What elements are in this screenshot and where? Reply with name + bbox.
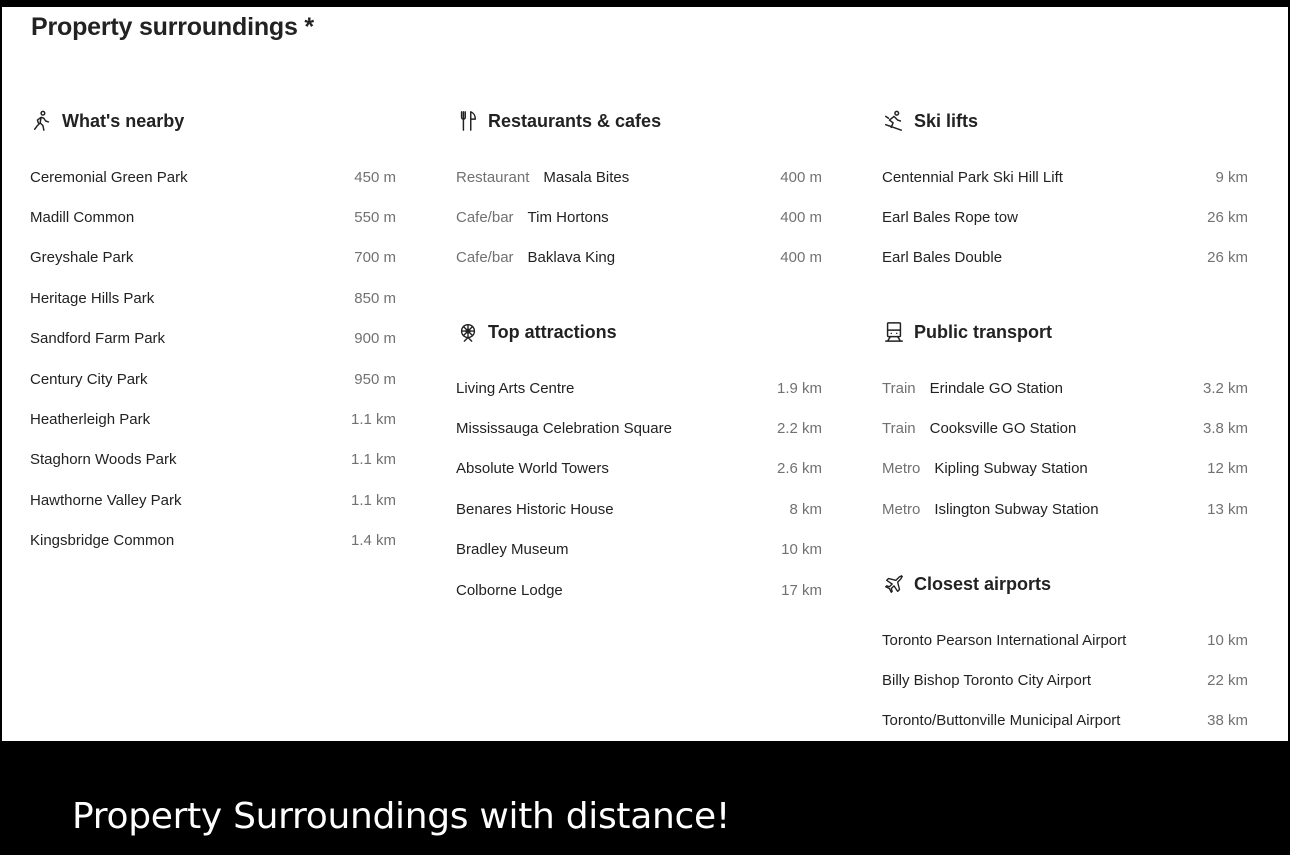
place-type: Restaurant (456, 168, 530, 186)
place-distance: 38 km (1207, 712, 1248, 730)
list-item (30, 521, 396, 561)
list-item (30, 359, 396, 399)
place-name: Staghorn Woods Park (30, 451, 177, 469)
section-title: Ski lifts (914, 110, 979, 131)
place-distance: 26 km (1207, 249, 1248, 267)
section-restaurants-cafes (456, 107, 822, 267)
section-top-attractions (456, 318, 822, 599)
place-name: Kipling Subway Station (934, 460, 1088, 478)
place-distance: 2.6 km (776, 460, 822, 478)
list-item (456, 238, 822, 278)
place-name: Sandford Farm Park (30, 330, 166, 348)
place-distance: 900 m (354, 330, 396, 348)
section-header (30, 107, 396, 135)
place-info (456, 501, 614, 518)
list-item (882, 157, 1248, 197)
place-info (30, 371, 148, 388)
list-item (30, 440, 396, 480)
place-info (882, 460, 1088, 477)
place-info (30, 532, 174, 549)
list-item (882, 489, 1248, 529)
section-whats-nearby (30, 107, 396, 550)
place-name: Madill Common (30, 209, 135, 227)
place-info (882, 249, 1002, 266)
section-header (456, 107, 822, 135)
place-info (456, 420, 672, 437)
section-closest-airports (882, 570, 1248, 730)
place-name: Erindale GO Station (929, 379, 1064, 397)
place-name: Kingsbridge Common (30, 532, 175, 550)
place-distance: 17 km (781, 581, 822, 599)
list-item (456, 489, 822, 529)
walking-person-icon (30, 109, 54, 133)
place-type: Cafe/bar (456, 209, 514, 227)
place-name: Earl Bales Rope tow (882, 209, 1018, 227)
place-distance: 3.8 km (1202, 420, 1248, 438)
place-name: Bradley Museum (456, 541, 569, 559)
list-item (30, 238, 396, 278)
place-name: Ceremonial Green Park (30, 168, 188, 186)
place-name: Masala Bites (543, 168, 630, 186)
fork-knife-icon (456, 109, 480, 133)
place-distance: 13 km (1207, 500, 1248, 518)
place-distance: 26 km (1207, 209, 1248, 227)
list-item (882, 197, 1248, 237)
place-distance: 10 km (1207, 631, 1248, 649)
place-distance: 1.4 km (350, 532, 396, 550)
place-info (30, 492, 181, 509)
place-name: Earl Bales Double (882, 249, 1003, 267)
train-icon (882, 320, 906, 344)
place-info (30, 290, 154, 307)
section-title: Public transport (914, 321, 1053, 342)
place-info (30, 209, 134, 226)
place-info (456, 249, 615, 266)
list-item (456, 570, 822, 610)
place-name: Living Arts Centre (456, 379, 575, 397)
property-surroundings-panel (2, 7, 1288, 741)
place-distance: 12 km (1207, 460, 1248, 478)
restaurants-list (456, 157, 822, 278)
place-distance: 1.1 km (350, 411, 396, 429)
place-distance: 8 km (789, 500, 822, 518)
list-item (456, 408, 822, 448)
caption-text: Property Surroundings with distance! (72, 796, 730, 837)
place-info (882, 712, 1120, 729)
place-info (30, 249, 133, 266)
place-info (30, 169, 188, 186)
list-item (30, 278, 396, 318)
list-item (882, 701, 1248, 741)
skier-icon (882, 109, 906, 133)
list-item (30, 197, 396, 237)
place-distance: 400 m (780, 209, 822, 227)
place-distance: 700 m (354, 249, 396, 267)
place-distance: 2.2 km (776, 420, 822, 438)
section-title: Top attractions (488, 321, 617, 342)
place-name: Century City Park (30, 370, 148, 388)
list-item (456, 449, 822, 489)
place-info (882, 169, 1063, 186)
section-title: Closest airports (914, 573, 1052, 594)
list-item (456, 530, 822, 570)
place-distance: 1.1 km (350, 451, 396, 469)
airplane-icon (882, 572, 906, 596)
place-info (456, 209, 609, 226)
place-info (456, 169, 629, 186)
list-item (882, 620, 1248, 660)
place-type: Train (882, 379, 916, 397)
place-info (882, 420, 1076, 437)
list-item (30, 480, 396, 520)
place-name: Islington Subway Station (934, 500, 1099, 518)
place-name: Mississauga Celebration Square (456, 420, 672, 438)
list-item (882, 660, 1248, 700)
place-info (456, 380, 574, 397)
place-name: Greyshale Park (30, 249, 134, 267)
list-item (882, 368, 1248, 408)
place-distance: 10 km (781, 541, 822, 559)
nearby-list (30, 157, 396, 561)
list-item (30, 157, 396, 197)
list-item (456, 157, 822, 197)
place-distance: 400 m (780, 168, 822, 186)
list-item (456, 368, 822, 408)
place-name: Billy Bishop Toronto City Airport (882, 672, 1091, 690)
place-name: Hawthorne Valley Park (30, 491, 182, 509)
list-item (882, 449, 1248, 489)
place-info (882, 632, 1126, 649)
place-name: Tim Hortons (527, 209, 609, 227)
place-name: Cooksville GO Station (929, 420, 1077, 438)
place-name: Toronto/Buttonville Municipal Airport (882, 712, 1121, 730)
place-info (882, 380, 1063, 397)
place-distance: 950 m (354, 370, 396, 388)
place-distance: 22 km (1207, 672, 1248, 690)
place-type: Metro (882, 500, 921, 518)
place-info (882, 672, 1091, 689)
place-type: Metro (882, 460, 921, 478)
place-distance: 1.9 km (776, 379, 822, 397)
section-header (882, 318, 1248, 346)
section-title: Restaurants & cafes (488, 110, 662, 131)
place-info (456, 541, 569, 558)
section-ski-lifts (882, 107, 1248, 267)
place-name: Heatherleigh Park (30, 411, 151, 429)
place-distance: 3.2 km (1202, 379, 1248, 397)
ferris-wheel-icon (456, 320, 480, 344)
list-item (882, 238, 1248, 278)
place-name: Absolute World Towers (456, 460, 609, 478)
place-info (882, 209, 1018, 226)
place-distance: 450 m (354, 168, 396, 186)
place-distance: 1.1 km (350, 491, 396, 509)
place-distance: 9 km (1215, 168, 1248, 186)
list-item (30, 319, 396, 359)
section-header (882, 107, 1248, 135)
airports-list (882, 620, 1248, 741)
place-name: Heritage Hills Park (30, 289, 155, 307)
section-public-transport (882, 318, 1248, 518)
place-name: Benares Historic House (456, 500, 614, 518)
place-info (456, 460, 609, 477)
place-info (882, 501, 1099, 518)
attractions-list (456, 368, 822, 610)
section-header (882, 570, 1248, 598)
place-name: Centennial Park Ski Hill Lift (882, 168, 1063, 186)
section-title: What's nearby (62, 110, 185, 131)
place-distance: 850 m (354, 289, 396, 307)
place-info (30, 411, 150, 428)
place-name: Toronto Pearson International Airport (882, 631, 1127, 649)
place-info (456, 582, 563, 599)
place-type: Cafe/bar (456, 249, 514, 267)
section-header (456, 318, 822, 346)
place-distance: 400 m (780, 249, 822, 267)
place-distance: 550 m (354, 209, 396, 227)
place-name: Colborne Lodge (456, 581, 563, 599)
place-name: Baklava King (527, 249, 616, 267)
place-type: Train (882, 420, 916, 438)
list-item (882, 408, 1248, 448)
place-info (30, 330, 165, 347)
list-item (30, 399, 396, 439)
ski-lifts-list (882, 157, 1248, 278)
list-item (456, 197, 822, 237)
place-info (30, 451, 176, 468)
page-title: Property surroundings * (31, 13, 314, 41)
transport-list (882, 368, 1248, 530)
